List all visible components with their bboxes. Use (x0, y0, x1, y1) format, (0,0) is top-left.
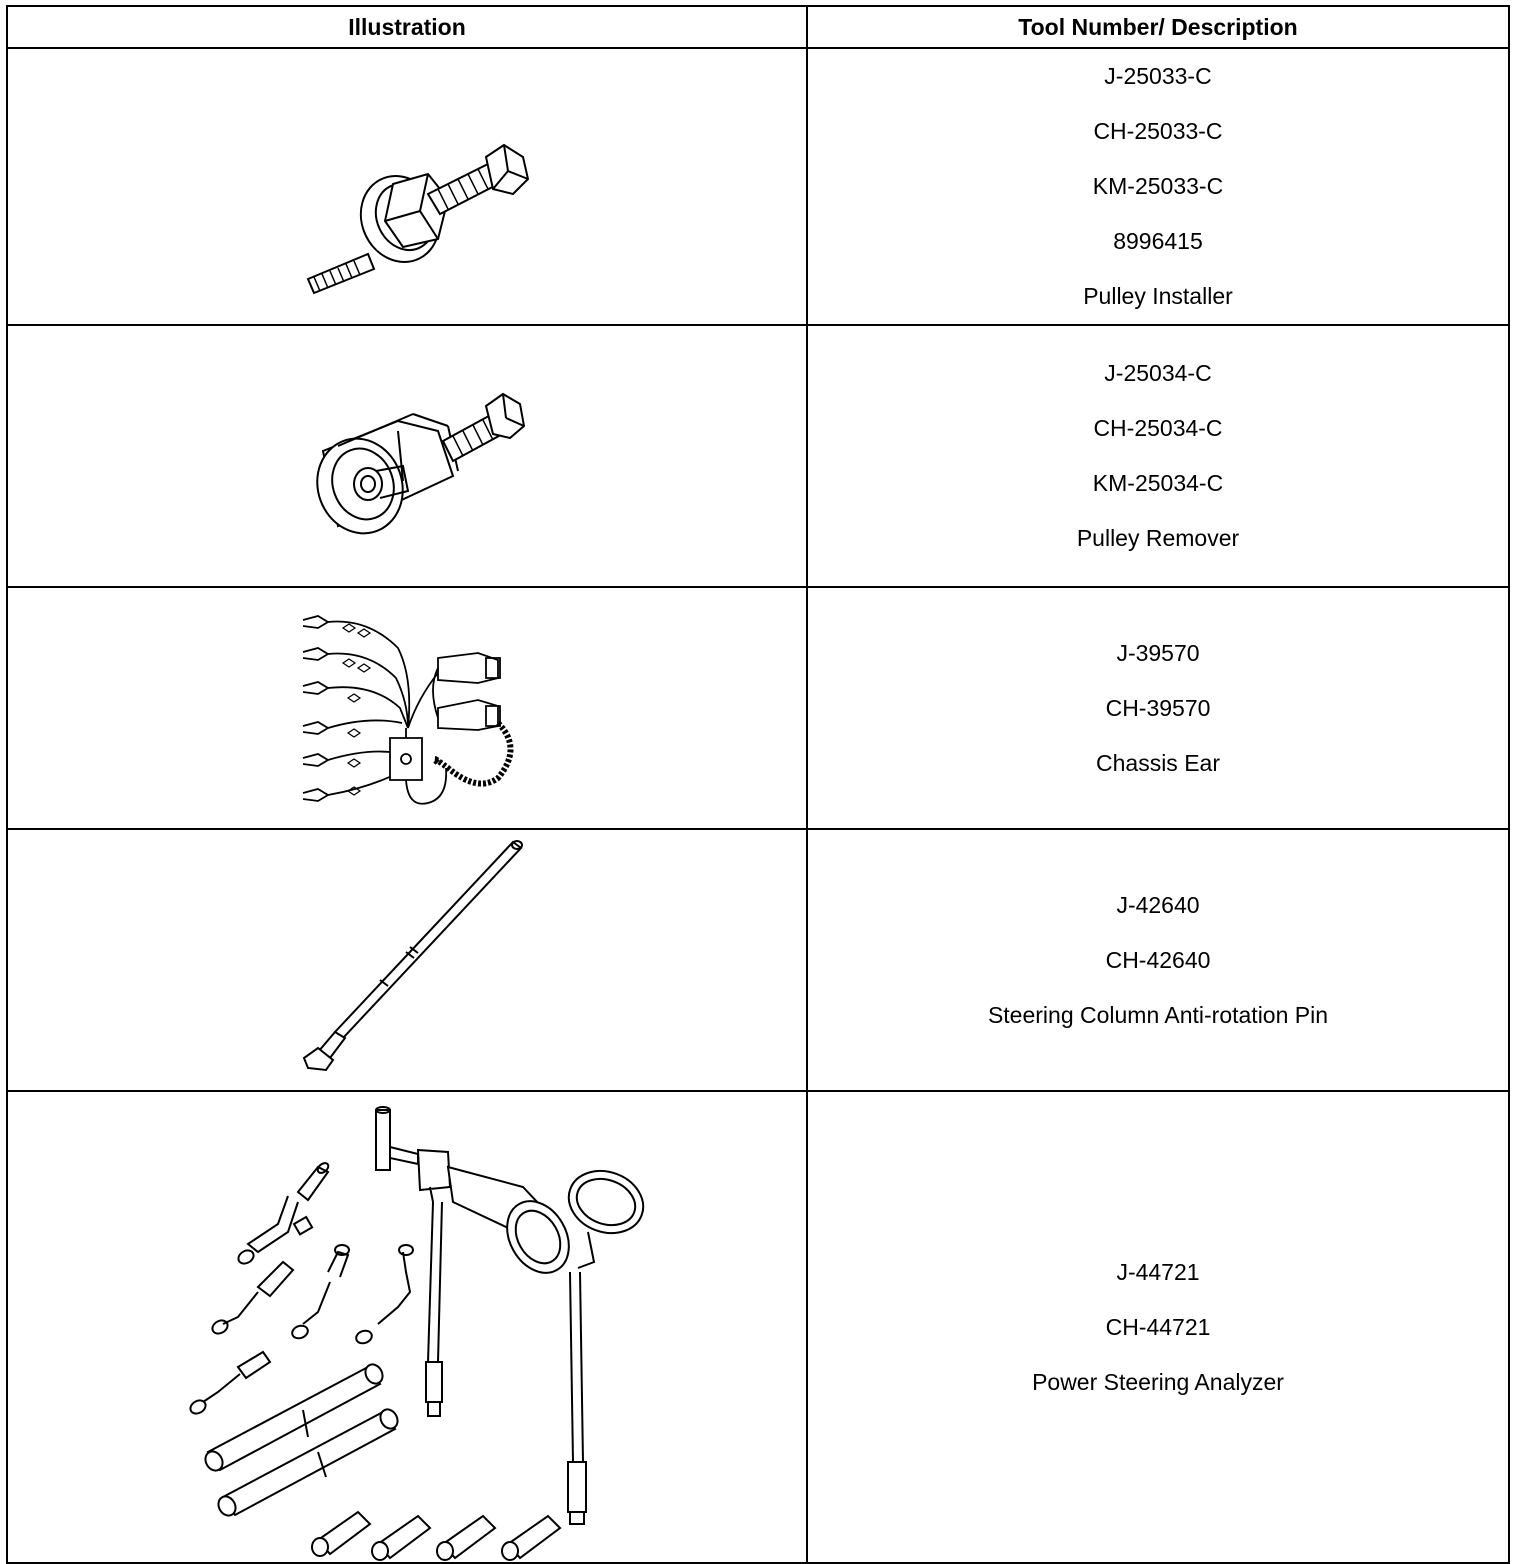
tool-description-cell (807, 1091, 1509, 1563)
tool-name: Chassis Ear (1096, 749, 1220, 776)
tool-number: J-42640 (1116, 891, 1200, 918)
special-tools-table (6, 5, 1510, 1564)
tool-number: CH-44721 (1105, 1313, 1211, 1340)
tool-number: CH-42640 (1105, 946, 1211, 973)
power-steering-analyzer-icon (8, 1092, 808, 1562)
table-row (7, 325, 1509, 587)
illustration-cell (7, 829, 807, 1091)
pulley-installer-icon (8, 49, 808, 309)
tool-number: J-44721 (1116, 1258, 1200, 1285)
illustration-cell (7, 48, 807, 325)
tool-description-cell (807, 829, 1509, 1091)
tool-number: CH-25034-C (1093, 415, 1223, 441)
illustration-cell (7, 1091, 807, 1563)
table-row (7, 587, 1509, 829)
tool-description-cell (807, 587, 1509, 829)
table-row (7, 48, 1509, 325)
pulley-remover-icon (8, 326, 808, 586)
tool-number: 8996415 (1113, 228, 1203, 254)
table-header-row (7, 6, 1509, 48)
tool-name: Pulley Installer (1083, 283, 1233, 309)
tool-number: KM-25034-C (1092, 470, 1224, 496)
tool-number: CH-39570 (1105, 694, 1211, 721)
chassis-ear-icon (8, 588, 808, 828)
table-row (7, 829, 1509, 1091)
tool-number: CH-25033-C (1093, 118, 1223, 144)
table-row (7, 1091, 1509, 1563)
illustration-cell (7, 325, 807, 587)
tool-name: Pulley Remover (1076, 525, 1240, 551)
tool-number: J-39570 (1116, 639, 1200, 666)
tool-number: J-25034-C (1104, 360, 1212, 386)
tool-description-cell (807, 325, 1509, 587)
header-tool-description: Tool Number/ Description (807, 6, 1509, 48)
tool-description-cell (807, 48, 1509, 325)
header-illustration: Illustration (7, 6, 807, 48)
anti-rotation-pin-icon (8, 830, 808, 1090)
illustration-cell (7, 587, 807, 829)
tool-name: Power Steering Analyzer (1032, 1368, 1284, 1395)
tool-name: Steering Column Anti-rotation Pin (987, 1001, 1329, 1028)
tool-number: KM-25033-C (1092, 173, 1224, 199)
tool-number: J-25033-C (1104, 63, 1212, 89)
